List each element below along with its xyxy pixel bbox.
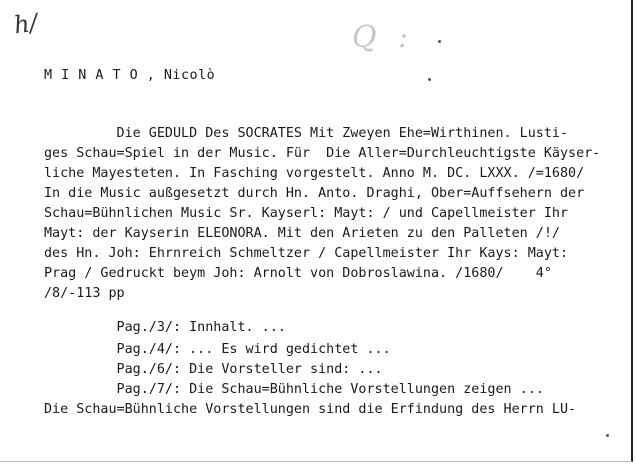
page-entry-3: Pag./6/: Die Vorsteller sind: ... — [44, 362, 383, 377]
page-entry-1: Pag./3/: Innhalt. ... — [44, 320, 286, 335]
speck — [438, 40, 441, 43]
text-line-3: liche Mayesteten. In Fasching vorgestelt. Anno M. DC. LXXX. /=1680/ — [44, 166, 585, 181]
page-entry-5: Die Schau=Bühnliche Vorstellungen sind die Erfindung des Herrn LU- — [44, 402, 577, 417]
page-entry-2: Pag./4/: ... Es wird gedichtet ... — [44, 342, 391, 357]
card-heading: M I N A T O , Nicolò — [44, 68, 216, 83]
text-line-4: In die Music außgesetzt durch Hn. Anto. Draghi, Ober=Auffsehern der — [44, 186, 585, 201]
faint-stamp: Q : — [352, 20, 415, 55]
page-entry-4: Pag./7/: Die Schau=Bühnliche Vorstellungen zeigen ... — [44, 382, 544, 397]
text-line-7: des Hn. Joh: Ehrnreich Schmeltzer / Capellmeister Ihr Kays: Mayt: — [44, 246, 569, 261]
text-line-2: ges Schau=Spiel in der Music. Für Die Aller=Durchleuchtigste Käyser- — [44, 146, 601, 161]
text-line-8: Prag / Gedruckt beym Joh: Arnolt von Dobroslawina. /1680/ 4° — [44, 266, 552, 281]
text-line-1: Die GEDULD Des SOCRATES Mit Zweyen Ehe=Wirthinen. Lusti- — [44, 126, 569, 141]
text-line-9: /8/-113 pp — [44, 286, 125, 301]
text-line-5: Schau=Bühnlichen Music Sr. Kayserl: Mayt: / und Capellmeister Ihr — [44, 206, 569, 221]
speck — [606, 434, 609, 437]
handwritten-mark: h/ — [12, 8, 40, 40]
text-line-6: Mayt: der Kayserin ELEONORA. Mit den Arieten zu den Palleten /!/ — [44, 226, 560, 241]
speck — [428, 78, 431, 81]
